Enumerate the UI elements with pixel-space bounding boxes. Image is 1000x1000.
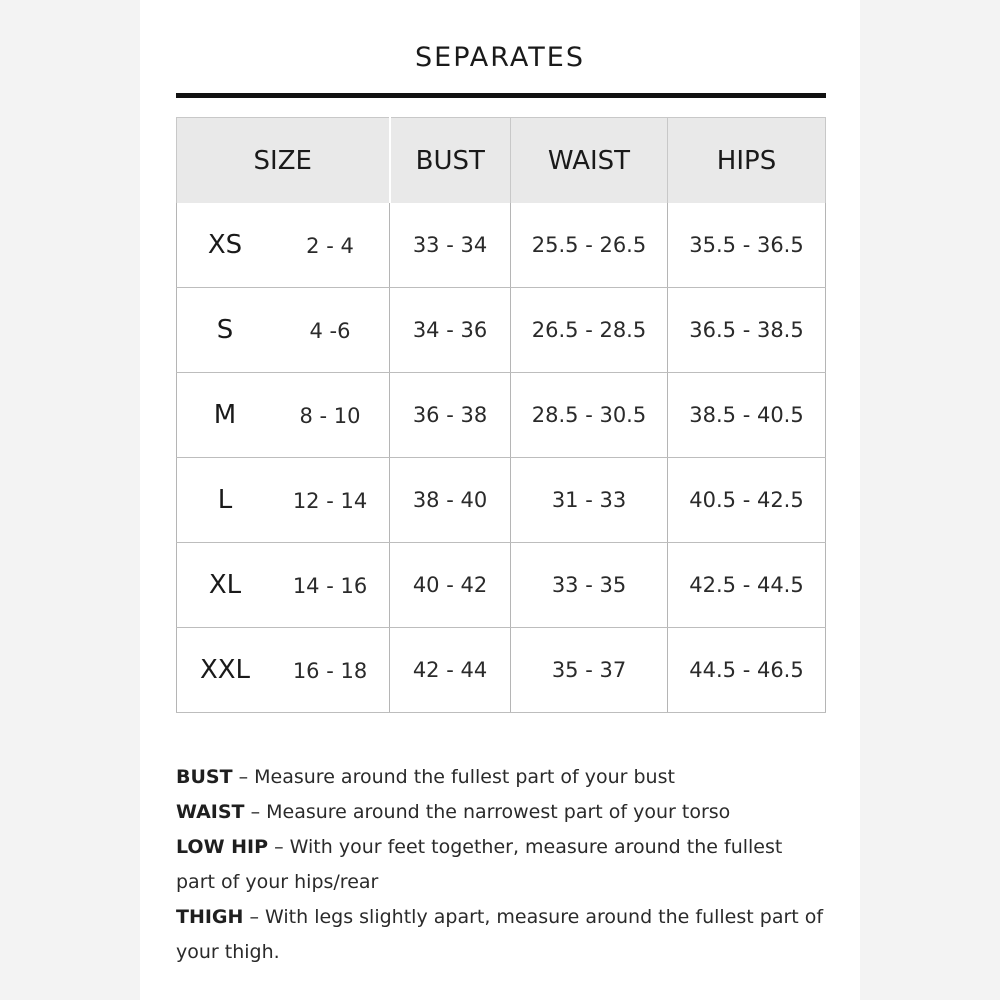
waist-cell: 35 - 37 xyxy=(511,628,668,713)
size-label: XXL xyxy=(199,655,251,685)
waist-cell: 31 - 33 xyxy=(511,458,668,543)
table-row xyxy=(177,373,826,458)
bust-cell: 36 - 38 xyxy=(390,373,511,458)
size-number: 16 - 18 xyxy=(292,659,368,683)
note-text: – With legs slightly apart, measure around the fullest part of your thigh. xyxy=(176,906,824,963)
table-row xyxy=(177,543,826,628)
header-size: SIZE xyxy=(177,118,390,204)
hips-cell: 38.5 - 40.5 xyxy=(668,373,826,458)
table-header-row xyxy=(177,118,826,204)
note-waist xyxy=(176,795,826,830)
measurement-notes xyxy=(176,760,826,970)
size-number: 12 - 14 xyxy=(292,489,368,513)
size-chart-page xyxy=(140,0,860,1000)
size-label: XL xyxy=(208,570,242,600)
note-text: – Measure around the narrowest part of your torso xyxy=(244,801,731,823)
table-row xyxy=(177,628,826,713)
note-bust xyxy=(176,760,826,795)
note-term: BUST xyxy=(176,766,233,788)
size-cell xyxy=(177,373,390,458)
size-cell xyxy=(177,288,390,373)
size-table xyxy=(176,117,826,713)
size-label: XS xyxy=(207,230,243,260)
note-low-hip xyxy=(176,830,826,900)
note-term: WAIST xyxy=(176,801,245,823)
size-number: 8 - 10 xyxy=(299,404,361,428)
page-title: SEPARATES xyxy=(415,42,585,73)
title-divider xyxy=(176,93,826,98)
size-cell xyxy=(177,458,390,543)
bust-cell: 38 - 40 xyxy=(390,458,511,543)
note-term: LOW HIP xyxy=(176,836,269,858)
size-cell xyxy=(177,543,390,628)
table-row xyxy=(177,288,826,373)
header-hips: HIPS xyxy=(668,118,826,204)
size-number: 2 - 4 xyxy=(306,234,354,258)
bust-cell: 34 - 36 xyxy=(390,288,511,373)
size-label: M xyxy=(213,400,237,430)
size-number: 4 -6 xyxy=(309,319,351,343)
hips-cell: 35.5 - 36.5 xyxy=(668,203,826,288)
bust-cell: 42 - 44 xyxy=(390,628,511,713)
hips-cell: 36.5 - 38.5 xyxy=(668,288,826,373)
note-thigh xyxy=(176,900,826,970)
note-term: THIGH xyxy=(176,906,244,928)
size-label: S xyxy=(216,315,234,345)
table-row xyxy=(177,458,826,543)
size-cell xyxy=(177,203,390,288)
note-text: – Measure around the fullest part of your bust xyxy=(232,766,675,788)
header-waist: WAIST xyxy=(511,118,668,204)
size-label: L xyxy=(217,485,233,515)
hips-cell: 42.5 - 44.5 xyxy=(668,543,826,628)
table-row xyxy=(177,203,826,288)
size-cell xyxy=(177,628,390,713)
hips-cell: 44.5 - 46.5 xyxy=(668,628,826,713)
size-number: 14 - 16 xyxy=(292,574,368,598)
header-bust: BUST xyxy=(390,118,511,204)
waist-cell: 25.5 - 26.5 xyxy=(511,203,668,288)
waist-cell: 33 - 35 xyxy=(511,543,668,628)
bust-cell: 40 - 42 xyxy=(390,543,511,628)
hips-cell: 40.5 - 42.5 xyxy=(668,458,826,543)
waist-cell: 26.5 - 28.5 xyxy=(511,288,668,373)
note-text: – With your feet together, measure around the fullest part of your hips/rear xyxy=(176,836,783,893)
bust-cell: 33 - 34 xyxy=(390,203,511,288)
waist-cell: 28.5 - 30.5 xyxy=(511,373,668,458)
